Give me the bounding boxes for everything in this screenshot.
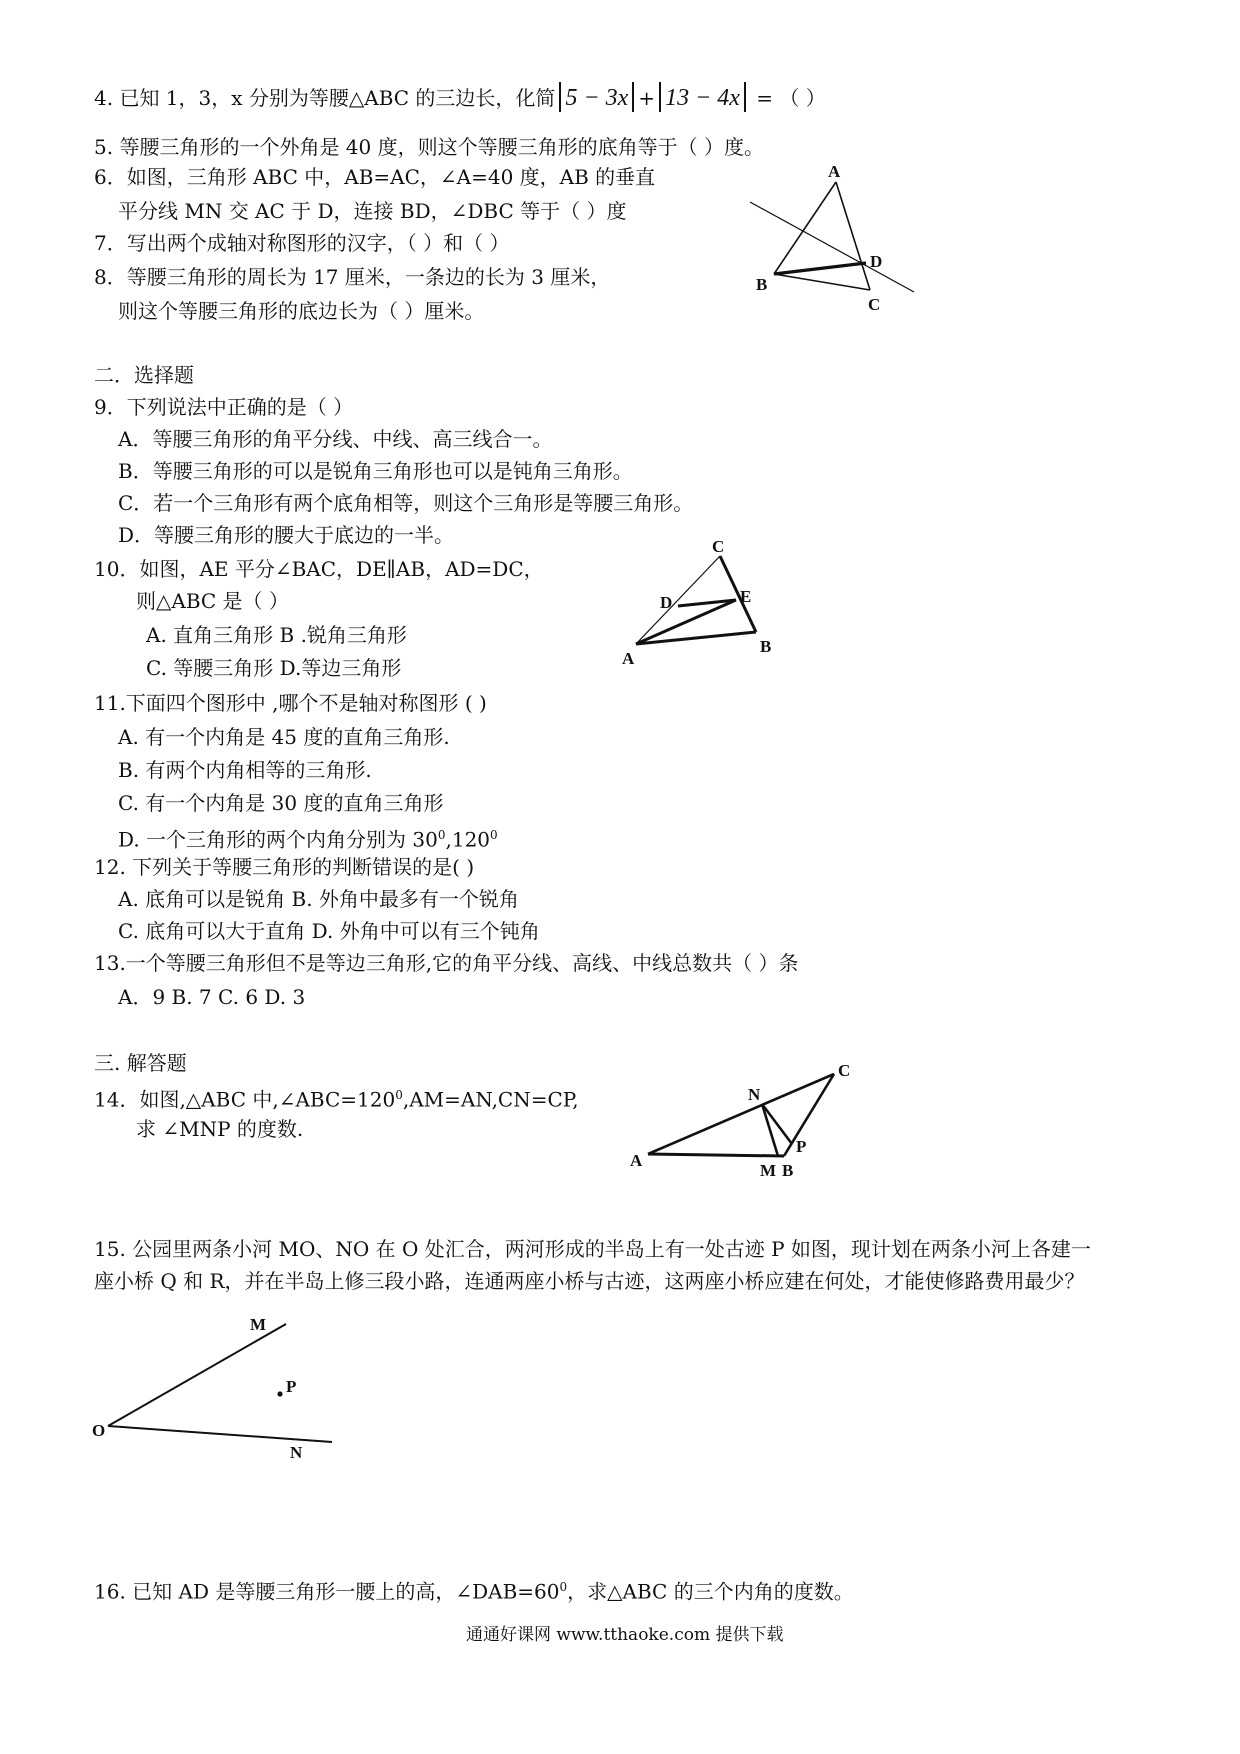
fig14-label-m: M — [760, 1161, 777, 1180]
figure-q15-rivers — [90, 1300, 350, 1460]
q16-prefix: 16. 已知 AD 是等腰三角形一腰上的高，∠DAB=60 — [94, 1579, 560, 1604]
q4-prefix: 4. 已知 1，3，x 分别为等腰△ABC 的三边长，化简 — [94, 86, 556, 110]
fig10-label-e: E — [740, 587, 752, 606]
question-9-option-b: B．等腰三角形的可以是锐角三角形也可以是钝角三角形。 — [118, 459, 633, 483]
fig6-label-c: C — [868, 295, 881, 314]
question-12-stem: 12. 下列关于等腰三角形的判断错误的是( ) — [94, 855, 475, 879]
fig10-label-d: D — [660, 593, 673, 612]
page-footer: 通通好课网 www.tthaoke.com 提供下载 — [466, 1625, 784, 1645]
fig14-label-c: C — [838, 1061, 851, 1080]
question-11-option-b: B. 有两个内角相等的三角形. — [118, 758, 372, 782]
fig10-label-b: B — [760, 637, 772, 656]
question-9-option-d: D．等腰三角形的腰大于底边的一半。 — [118, 523, 455, 547]
question-10-line2: 则△ABC 是（ ） — [136, 589, 289, 613]
figure-q14-triangle — [620, 1060, 860, 1180]
fig15-river-mo — [108, 1324, 286, 1426]
question-10-options-cd: C. 等腰三角形 D.等边三角形 — [146, 656, 402, 680]
abs-bar — [632, 82, 634, 112]
fig15-label-n: N — [290, 1443, 303, 1462]
q16-suffix: ，求△ABC 的三个内角的度数。 — [567, 1579, 854, 1604]
fig15-label-m: M — [250, 1315, 267, 1334]
question-10-line1: 10．如图，AE 平分∠BAC，DE∥AB，AD=DC， — [94, 557, 544, 581]
question-4 — [94, 82, 826, 112]
question-9-option-a: A．等腰三角形的角平分线、中线、高三线合一。 — [118, 427, 553, 451]
question-11-option-d — [118, 822, 498, 853]
figure-q10-triangle — [620, 537, 790, 670]
fig10-side-ac — [636, 556, 720, 644]
fig6-segment-bd — [774, 263, 866, 274]
fig15-point-p — [277, 1391, 282, 1396]
figure-q6-triangle — [740, 160, 920, 314]
question-9-option-c: C．若一个三角形有两个底角相等，则这个三角形是等腰三角形。 — [118, 491, 694, 515]
q4-suffix: = （ ） — [756, 86, 826, 110]
question-14-line2: 求 ∠MNP 的度数. — [136, 1117, 304, 1141]
fig14-label-n: N — [748, 1085, 761, 1104]
question-16 — [94, 1574, 854, 1605]
fig14-label-b: B — [782, 1161, 794, 1180]
section-2-heading: 二．选择题 — [94, 363, 194, 387]
question-6-line2: 平分线 MN 交 AC 于 D，连接 BD，∠DBC 等于（ ）度 — [118, 199, 627, 223]
question-5: 5. 等腰三角形的一个外角是 40 度，则这个等腰三角形的底角等于（ ）度。 — [94, 135, 764, 159]
fig10-side-ab — [636, 632, 756, 644]
fig6-perpendicular-bisector-mn — [750, 202, 914, 292]
question-15-line1: 15. 公园里两条小河 MO、NO 在 O 处汇合，两河形成的半岛上有一处古迹 P 如图，现计划在两条小河上各建一 — [94, 1237, 1091, 1261]
fig15-label-p: P — [286, 1377, 297, 1396]
fig14-side-ab — [648, 1154, 784, 1156]
question-15-line2: 座小桥 Q 和 R，并在半岛上修三段小路，连通两座小桥与古迹，这两座小桥应建在何处，才能使修路费用最少？ — [94, 1269, 1085, 1293]
q14-suffix: ,AM=AN,CN=CP, — [402, 1087, 579, 1112]
fig6-label-b: B — [756, 275, 768, 294]
q14-prefix: 14．如图,△ABC 中,∠ABC=120 — [94, 1087, 396, 1112]
q11d-mid: ,120 — [445, 827, 491, 852]
q4-abs2: 13 − 4x — [665, 85, 740, 111]
abs-bar — [659, 82, 661, 112]
fig14-label-a: A — [630, 1151, 643, 1170]
question-6-line1: 6．如图，三角形 ABC 中，AB=AC，∠A=40 度，AB 的垂直 — [94, 165, 656, 189]
q16-sup: 0 — [559, 1580, 568, 1594]
fig6-side-bc — [774, 274, 870, 290]
question-10-options-ab: A. 直角三角形 B .锐角三角形 — [146, 623, 407, 647]
abs-bar — [744, 82, 746, 112]
q14-sup: 0 — [395, 1088, 403, 1102]
q11d-sup1: 0 — [437, 828, 446, 842]
question-12-options-row1: A. 底角可以是锐角 B. 外角中最多有一个锐角 — [118, 887, 519, 911]
question-12-options-row2: C. 底角可以大于直角 D. 外角中可以有三个钝角 — [118, 919, 540, 943]
question-11-option-c: C. 有一个内角是 30 度的直角三角形 — [118, 791, 444, 815]
section-3-heading: 三. 解答题 — [94, 1051, 187, 1075]
fig15-river-no — [108, 1426, 332, 1442]
q4-plus: + — [638, 86, 656, 110]
question-11-stem: 11.下面四个图形中 ,哪个不是轴对称图形 ( ) — [94, 691, 487, 715]
fig14-label-p: P — [796, 1137, 807, 1156]
abs-bar — [559, 82, 561, 112]
question-7: 7．写出两个成轴对称图形的汉字，（ ）和（ ） — [94, 231, 510, 255]
question-13-stem: 13.一个等腰三角形但不是等边三角形,它的角平分线、高线、中线总数共（ ）条 — [94, 951, 799, 975]
question-14-line1 — [94, 1082, 579, 1113]
question-11-option-a: A. 有一个内角是 45 度的直角三角形. — [118, 725, 450, 749]
question-8-line1: 8．等腰三角形的周长为 17 厘米，一条边的长为 3 厘米， — [94, 265, 611, 289]
question-13-options: A．9 B. 7 C. 6 D. 3 — [118, 985, 306, 1009]
fig10-label-c: C — [712, 537, 725, 556]
question-9-stem: 9．下列说法中正确的是（ ） — [94, 395, 354, 419]
q4-abs1: 5 − 3x — [565, 85, 629, 111]
fig6-label-d: D — [870, 252, 883, 271]
fig6-side-ab — [774, 182, 836, 274]
fig10-label-a: A — [622, 649, 635, 668]
q11d-prefix: D. 一个三角形的两个内角分别为 30 — [118, 827, 438, 852]
q11d-sup2: 0 — [490, 828, 498, 842]
question-8-line2: 则这个等腰三角形的底边长为（ ）厘米。 — [118, 299, 485, 323]
fig6-label-a: A — [828, 162, 841, 181]
fig14-segment-np — [762, 1104, 792, 1144]
fig15-label-o: O — [92, 1421, 106, 1440]
fig14-segment-nm — [762, 1104, 778, 1156]
fig6-side-ac — [836, 182, 870, 290]
